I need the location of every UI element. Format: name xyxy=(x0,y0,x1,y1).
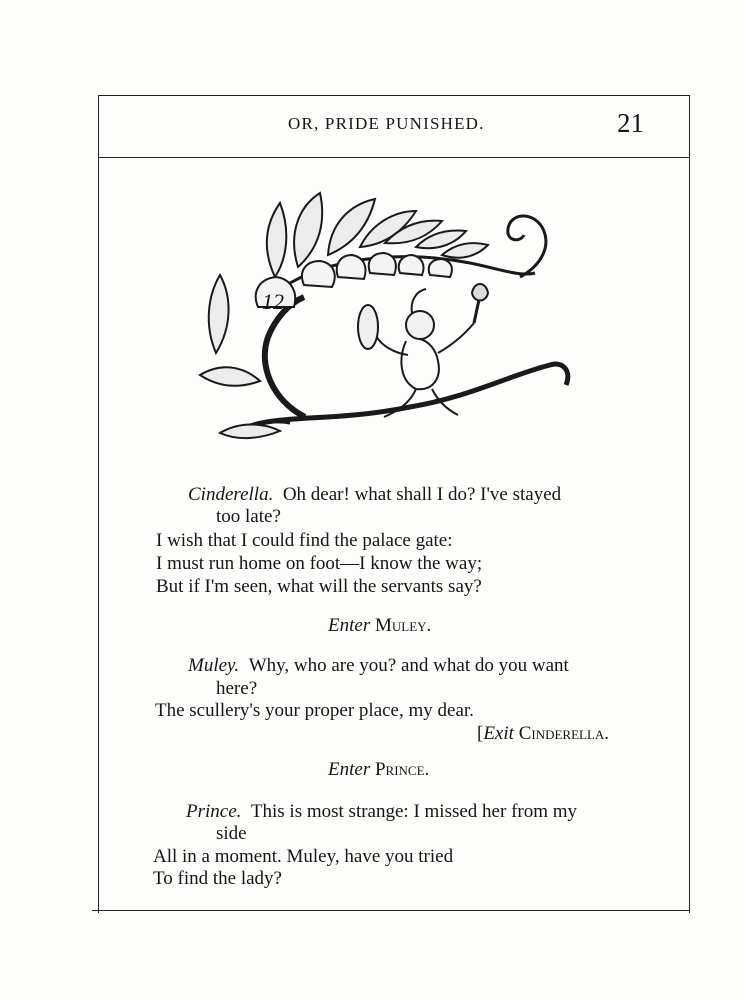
speech-line: The scullery's your proper place, my dear. xyxy=(155,700,474,721)
speech-line: All in a moment. Muley, have you tried xyxy=(153,846,454,867)
speech-line-continued: side xyxy=(216,823,247,844)
letter-curve xyxy=(265,297,305,417)
speech-line xyxy=(186,801,577,823)
speech-line: I wish that I could find the palace gate: xyxy=(156,530,453,551)
character-name: Cinderella. xyxy=(518,723,610,744)
bell-flower xyxy=(429,259,452,277)
speaker-name: Cinderella. xyxy=(188,484,274,505)
bottom-rule xyxy=(92,910,690,911)
verse-text: Why, who are you? and what do you want xyxy=(248,655,569,676)
leaf xyxy=(220,425,280,439)
top-rule xyxy=(98,95,690,96)
leaf xyxy=(294,193,322,267)
direction-verb: Enter xyxy=(328,759,371,780)
tendril xyxy=(508,216,546,277)
speech-line: I must run home on foot—I know the way; xyxy=(156,553,483,574)
speaker-name: Muley. xyxy=(188,655,240,676)
page-number: 21 xyxy=(617,108,644,138)
initial-numeral: 12 xyxy=(262,289,284,314)
bell-flower xyxy=(399,255,424,275)
ornamental-initial-illustration xyxy=(180,185,580,455)
stage-direction xyxy=(328,759,429,781)
bracket: [ xyxy=(477,723,484,744)
exit-direction xyxy=(477,723,609,745)
leaf xyxy=(209,275,229,353)
running-title: OR, PRIDE PUNISHED. xyxy=(288,114,485,133)
direction-verb: Enter xyxy=(328,615,371,636)
speaker-name: Prince. xyxy=(186,801,242,822)
imp-figure xyxy=(358,284,488,417)
speech-line-continued: too late? xyxy=(216,506,281,527)
speech-line xyxy=(188,655,569,677)
leaf xyxy=(200,367,260,386)
speech-line-continued: here? xyxy=(216,678,258,699)
speech-line: But if I'm seen, what will the servants say? xyxy=(156,576,482,597)
character-name: Prince. xyxy=(374,759,430,780)
bell-flower xyxy=(337,255,366,279)
leaf xyxy=(267,203,287,277)
direction-verb: Exit xyxy=(483,723,514,744)
verse-text: This is most strange: I missed her from my xyxy=(250,801,578,822)
bell-flower xyxy=(369,253,396,275)
leaf xyxy=(442,243,488,258)
header-rule xyxy=(98,157,690,158)
verse-text: Oh dear! what shall I do? I've stayed xyxy=(282,484,562,505)
bell-flower xyxy=(302,261,335,287)
character-name: Muley. xyxy=(374,615,432,636)
speech-line: To find the lady? xyxy=(153,868,282,889)
stage-direction xyxy=(328,615,431,637)
speech-line xyxy=(188,484,561,506)
